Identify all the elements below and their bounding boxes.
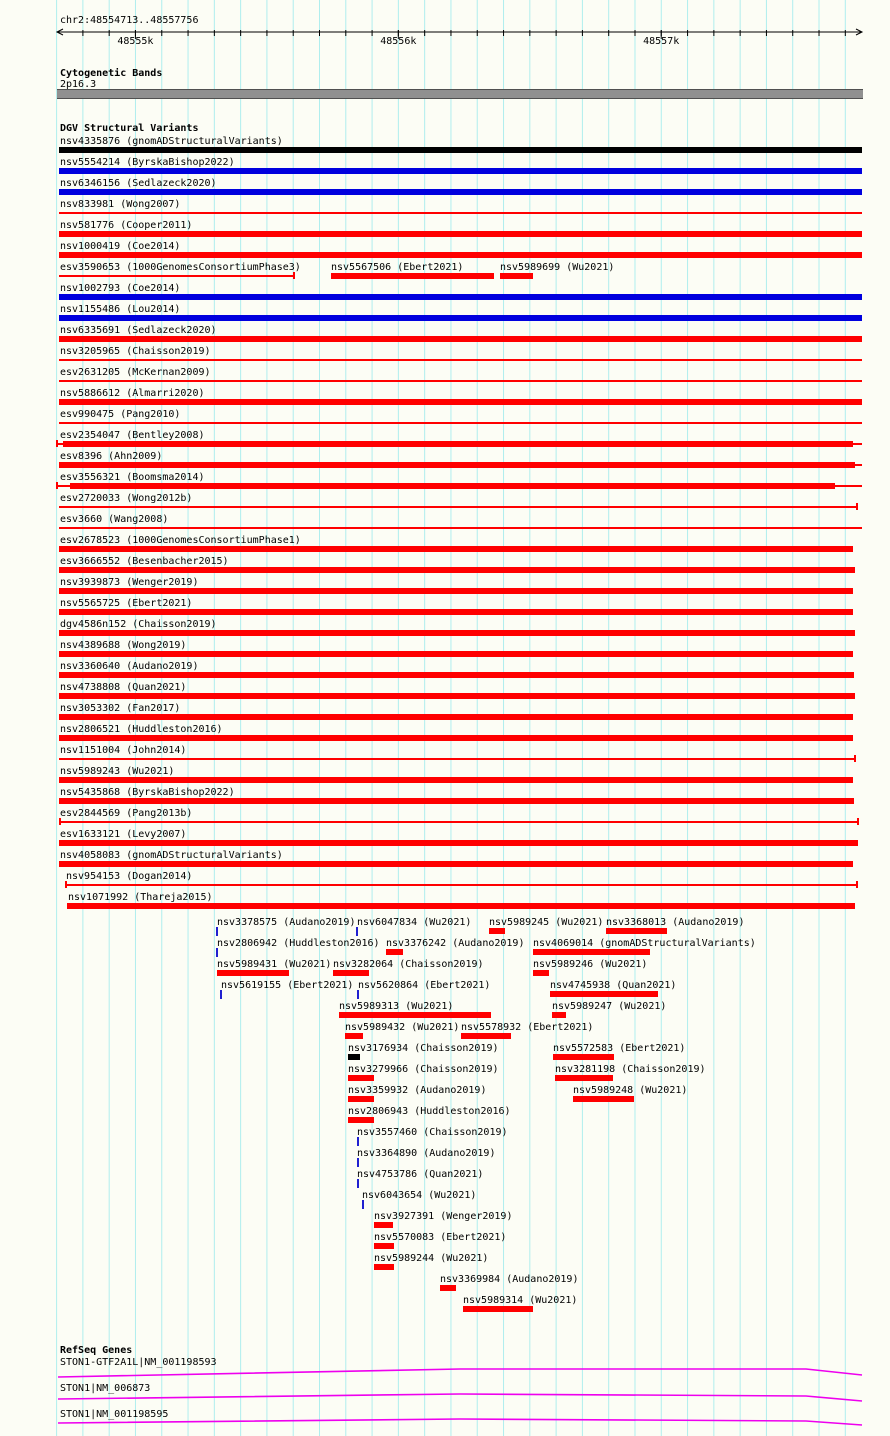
variant-end-tick xyxy=(293,272,295,279)
variant-label: nsv4745938 (Quan2021) xyxy=(550,980,677,991)
variant-bar[interactable] xyxy=(59,672,854,678)
variant-label: dgv4586n152 (Chaisson2019) xyxy=(60,619,217,630)
variant-bar[interactable] xyxy=(59,168,862,174)
variant-line[interactable] xyxy=(59,506,857,508)
variant-bar[interactable] xyxy=(533,949,650,955)
section-header-dgv-structural-variants: DGV Structural Variants xyxy=(60,123,199,134)
variant-bar[interactable] xyxy=(59,294,862,300)
variant-label: nsv3927391 (Wenger2019) xyxy=(374,1211,513,1222)
variant-bar[interactable] xyxy=(550,991,658,997)
variant-bar[interactable] xyxy=(59,798,854,804)
variant-label: nsv5989243 (Wu2021) xyxy=(60,766,175,777)
variant-label: nsv3360640 (Audano2019) xyxy=(60,661,199,672)
variant-bar[interactable] xyxy=(348,1075,374,1081)
variant-bar[interactable] xyxy=(606,928,667,934)
variant-label: nsv5989247 (Wu2021) xyxy=(552,1001,667,1012)
variant-bar[interactable] xyxy=(348,1096,374,1102)
variant-label: nsv2806521 (Huddleston2016) xyxy=(60,724,223,735)
variant-point-marker[interactable] xyxy=(356,927,358,936)
variant-label: nsv4389688 (Wong2019) xyxy=(60,640,187,651)
cytoband-bar[interactable] xyxy=(57,89,863,99)
variant-bar[interactable] xyxy=(67,903,855,909)
variant-end-tick xyxy=(857,818,859,825)
variant-bar[interactable] xyxy=(461,1033,511,1039)
variant-bar[interactable] xyxy=(59,840,858,846)
variant-line[interactable] xyxy=(59,212,862,214)
variant-bar[interactable] xyxy=(59,588,853,594)
variant-bar[interactable] xyxy=(70,483,835,489)
variant-label: nsv4069014 (gnomADStructuralVariants) xyxy=(533,938,756,949)
variant-label: esv990475 (Pang2010) xyxy=(60,409,181,420)
variant-label: nsv3359932 (Audano2019) xyxy=(348,1085,487,1096)
variant-label: nsv5989314 (Wu2021) xyxy=(463,1295,578,1306)
variant-label: nsv3281198 (Chaisson2019) xyxy=(555,1064,706,1075)
variant-label: nsv1000419 (Coe2014) xyxy=(60,241,181,252)
variant-point-marker[interactable] xyxy=(357,1158,359,1167)
variant-bar[interactable] xyxy=(59,630,855,636)
variant-label: nsv3282064 (Chaisson2019) xyxy=(333,959,484,970)
variant-label: nsv4335876 (gnomADStructuralVariants) xyxy=(60,136,283,147)
variant-bar[interactable] xyxy=(63,441,853,447)
gene-label: STON1|NM_006873 xyxy=(60,1383,151,1394)
variant-label: nsv4753786 (Quan2021) xyxy=(357,1169,484,1180)
variant-label: nsv5619155 (Ebert2021) xyxy=(221,980,354,991)
variant-label: nsv5572583 (Ebert2021) xyxy=(553,1043,686,1054)
variant-bar[interactable] xyxy=(59,567,855,573)
variant-label: esv3660 (Wang2008) xyxy=(60,514,169,525)
variant-label: nsv833981 (Wong2007) xyxy=(60,199,181,210)
ruler-tick-label: 48556k xyxy=(380,36,417,47)
variant-label: nsv3176934 (Chaisson2019) xyxy=(348,1043,499,1054)
variant-label: nsv1071992 (Thareja2015) xyxy=(68,892,213,903)
variant-label: nsv2806942 (Huddleston2016) xyxy=(217,938,380,949)
variant-line[interactable] xyxy=(59,422,862,424)
variant-label: nsv6346156 (Sedlazeck2020) xyxy=(60,178,217,189)
variant-bar[interactable] xyxy=(489,928,505,934)
variant-label: esv2678523 (1000GenomesConsortiumPhase1) xyxy=(60,535,301,546)
variant-bar[interactable] xyxy=(345,1033,363,1039)
variant-line[interactable] xyxy=(66,884,857,886)
variant-bar[interactable] xyxy=(553,1054,614,1060)
variant-label: nsv5989432 (Wu2021) xyxy=(345,1022,460,1033)
variant-label: nsv5989313 (Wu2021) xyxy=(339,1001,454,1012)
variant-bar[interactable] xyxy=(59,651,853,657)
gene-line[interactable] xyxy=(58,1419,862,1425)
variant-point-marker[interactable] xyxy=(357,990,359,999)
variant-label: nsv5989699 (Wu2021) xyxy=(500,262,615,273)
variant-bar[interactable] xyxy=(59,714,853,720)
variant-label: nsv5620864 (Ebert2021) xyxy=(358,980,491,991)
variant-label: nsv581776 (Cooper2011) xyxy=(60,220,193,231)
variant-bar[interactable] xyxy=(59,315,862,321)
variant-label: nsv5989248 (Wu2021) xyxy=(573,1085,688,1096)
variant-bar[interactable] xyxy=(59,231,862,237)
variant-bar[interactable] xyxy=(440,1285,456,1291)
variant-point-marker[interactable] xyxy=(362,1200,364,1209)
variant-bar[interactable] xyxy=(500,273,533,279)
variant-bar[interactable] xyxy=(374,1222,393,1228)
variant-line[interactable] xyxy=(60,821,858,823)
variant-label: nsv954153 (Dogan2014) xyxy=(66,871,193,882)
variant-bar[interactable] xyxy=(374,1264,394,1270)
variant-bar[interactable] xyxy=(386,949,403,955)
variant-end-tick xyxy=(856,503,858,510)
variant-label: nsv3939873 (Wenger2019) xyxy=(60,577,199,588)
variant-label: nsv6047834 (Wu2021) xyxy=(357,917,472,928)
variant-bar[interactable] xyxy=(59,735,853,741)
variant-point-marker[interactable] xyxy=(357,1179,359,1188)
variant-bar[interactable] xyxy=(339,1012,491,1018)
variant-label: nsv6043654 (Wu2021) xyxy=(362,1190,477,1201)
variant-bar[interactable] xyxy=(573,1096,634,1102)
variant-label: nsv1002793 (Coe2014) xyxy=(60,283,181,294)
variant-point-marker[interactable] xyxy=(357,1137,359,1146)
variant-label: nsv5554214 (ByrskaBishop2022) xyxy=(60,157,235,168)
variant-label: esv2631205 (McKernan2009) xyxy=(60,367,211,378)
variant-label: nsv5989245 (Wu2021) xyxy=(489,917,604,928)
variant-label: nsv3369984 (Audano2019) xyxy=(440,1274,579,1285)
variant-label: esv2720033 (Wong2012b) xyxy=(60,493,193,504)
variant-label: nsv3557460 (Chaisson2019) xyxy=(357,1127,508,1138)
variant-label: nsv5886612 (Almarri2020) xyxy=(60,388,205,399)
variant-label: nsv3053302 (Fan2017) xyxy=(60,703,181,714)
variant-line[interactable] xyxy=(59,275,295,277)
variant-bar[interactable] xyxy=(533,970,549,976)
variant-bar[interactable] xyxy=(331,273,494,279)
variant-line[interactable] xyxy=(855,464,862,466)
variant-label: nsv3205965 (Chaisson2019) xyxy=(60,346,211,357)
variant-bar[interactable] xyxy=(59,399,862,405)
section-header-refseq-genes: RefSeq Genes xyxy=(60,1345,133,1356)
variant-point-marker[interactable] xyxy=(216,948,218,957)
variant-label: nsv3368013 (Audano2019) xyxy=(606,917,745,928)
variant-bar[interactable] xyxy=(374,1243,394,1249)
variant-point-marker[interactable] xyxy=(220,990,222,999)
region-title: chr2:48554713..48557756 xyxy=(60,15,199,26)
variant-line[interactable] xyxy=(835,485,862,487)
gene-line[interactable] xyxy=(58,1369,862,1377)
variant-label: nsv1151004 (John2014) xyxy=(60,745,187,756)
variant-label: nsv2806943 (Huddleston2016) xyxy=(348,1106,511,1117)
variant-end-tick xyxy=(854,755,856,762)
variant-label: esv3590653 (1000GenomesConsortiumPhase3) xyxy=(60,262,301,273)
section-header-cytogenetic-bands: Cytogenetic Bands xyxy=(60,68,163,79)
ruler-tick-label: 48557k xyxy=(643,36,680,47)
gene-label: STON1-GTF2A1L|NM_001198593 xyxy=(60,1357,217,1368)
variant-point-marker[interactable] xyxy=(216,927,218,936)
variant-bar[interactable] xyxy=(59,252,862,258)
variant-bar[interactable] xyxy=(59,609,853,615)
variant-bar[interactable] xyxy=(59,777,853,783)
variant-label: esv1633121 (Levy2007) xyxy=(60,829,187,840)
variant-label: esv3556321 (Boomsma2014) xyxy=(60,472,205,483)
variant-label: nsv5570083 (Ebert2021) xyxy=(374,1232,507,1243)
variant-label: nsv5578932 (Ebert2021) xyxy=(461,1022,594,1033)
variant-label: nsv5435868 (ByrskaBishop2022) xyxy=(60,787,235,798)
ruler-tick-label: 48555k xyxy=(117,36,154,47)
variant-label: nsv3378575 (Audano2019) xyxy=(217,917,356,928)
variant-label: nsv5989244 (Wu2021) xyxy=(374,1253,489,1264)
variant-bar[interactable] xyxy=(59,336,862,342)
variant-label: nsv4058083 (gnomADStructuralVariants) xyxy=(60,850,283,861)
variant-label: esv8396 (Ahn2009) xyxy=(60,451,163,462)
variant-label: esv2844569 (Pang2013b) xyxy=(60,808,193,819)
variant-line[interactable] xyxy=(59,527,862,529)
gene-line[interactable] xyxy=(58,1394,862,1401)
variant-label: nsv5565725 (Ebert2021) xyxy=(60,598,193,609)
variant-bar[interactable] xyxy=(333,970,369,976)
variant-label: nsv5989246 (Wu2021) xyxy=(533,959,648,970)
variant-bar[interactable] xyxy=(59,462,855,468)
variant-bar[interactable] xyxy=(59,147,862,153)
variant-line[interactable] xyxy=(59,758,855,760)
variant-label: nsv6335691 (Sedlazeck2020) xyxy=(60,325,217,336)
variant-bar[interactable] xyxy=(348,1054,360,1060)
variant-bar[interactable] xyxy=(59,693,855,699)
gene-label: STON1|NM_001198595 xyxy=(60,1409,169,1420)
variant-label: nsv5989431 (Wu2021) xyxy=(217,959,332,970)
variant-label: nsv3364890 (Audano2019) xyxy=(357,1148,496,1159)
variant-label: nsv3279966 (Chaisson2019) xyxy=(348,1064,499,1075)
variant-bar[interactable] xyxy=(348,1117,374,1123)
variant-line[interactable] xyxy=(853,443,862,445)
variant-line[interactable] xyxy=(57,485,70,487)
variant-bar[interactable] xyxy=(555,1075,613,1081)
variant-label: esv2354047 (Bentley2008) xyxy=(60,430,205,441)
variant-bar[interactable] xyxy=(463,1306,533,1312)
variant-bar[interactable] xyxy=(59,189,862,195)
variant-label: nsv3376242 (Audano2019) xyxy=(386,938,525,949)
variant-line[interactable] xyxy=(59,380,862,382)
variant-end-tick xyxy=(856,881,858,888)
variant-line[interactable] xyxy=(59,359,862,361)
variant-label: nsv1155486 (Lou2014) xyxy=(60,304,181,315)
cytoband-label: 2p16.3 xyxy=(60,79,97,90)
variant-bar[interactable] xyxy=(59,546,853,552)
variant-bar[interactable] xyxy=(59,861,853,867)
variant-bar[interactable] xyxy=(552,1012,566,1018)
variant-label: nsv4738808 (Quan2021) xyxy=(60,682,187,693)
variant-label: nsv5567506 (Ebert2021) xyxy=(331,262,464,273)
variant-label: esv3666552 (Besenbacher2015) xyxy=(60,556,229,567)
variant-bar[interactable] xyxy=(217,970,289,976)
